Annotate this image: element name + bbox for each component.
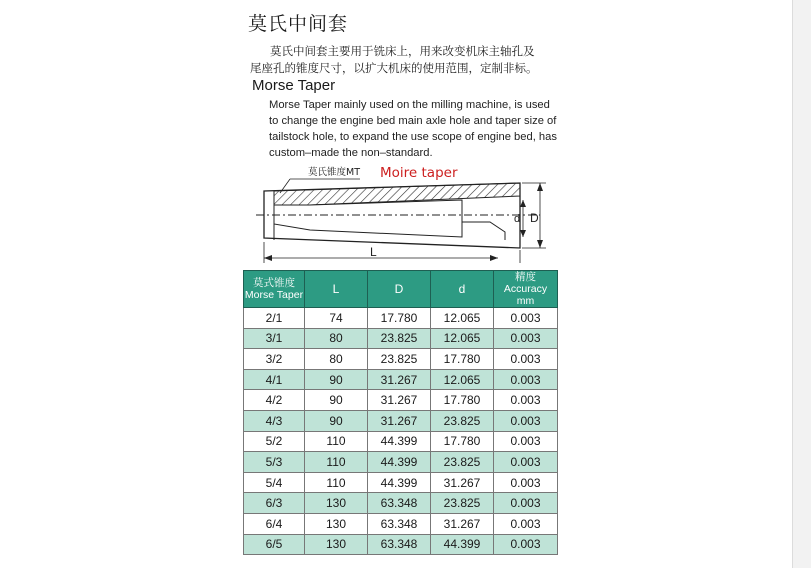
table-cell: 0.003 [494,308,558,329]
table-cell: 5/3 [244,452,305,473]
table-cell: 90 [305,410,368,431]
table-cell: 0.003 [494,390,558,411]
table-cell: 80 [305,349,368,370]
table-cell: 3/1 [244,328,305,349]
table-cell: 6/3 [244,493,305,514]
header-d: d [431,271,494,308]
table-cell: 110 [305,452,368,473]
table-cell: 17.780 [431,349,494,370]
header-morse-taper [244,271,305,308]
table-cell: 6/4 [244,513,305,534]
dim-D-label: D [530,211,539,225]
table-header-row [244,271,558,308]
table-cell: 0.003 [494,328,558,349]
table-cell: 63.348 [368,513,431,534]
table-row [244,390,558,411]
table-cell: 0.003 [494,534,558,555]
table-cell: 0.003 [494,513,558,534]
table-cell: 63.348 [368,534,431,555]
table-cell: 90 [305,390,368,411]
table-cell: 130 [305,513,368,534]
table-cell: 0.003 [494,369,558,390]
label-mt: 莫氏锥度MT [308,167,360,178]
table-row [244,472,558,493]
table-cell: 0.003 [494,410,558,431]
table-cell: 17.780 [368,308,431,329]
table-cell: 6/5 [244,534,305,555]
table-row [244,308,558,329]
table-cell: 130 [305,534,368,555]
table-cell: 23.825 [431,410,494,431]
table-cell: 130 [305,493,368,514]
table-row [244,369,558,390]
header-accuracy-unit: mm [516,295,535,307]
header-accuracy-cn: 精度 [515,271,536,283]
table-cell: 4/2 [244,390,305,411]
table-cell: 31.267 [368,390,431,411]
table-row [244,410,558,431]
table-cell: 17.780 [431,431,494,452]
table-cell: 23.825 [431,493,494,514]
morse-taper-diagram [250,160,550,266]
dim-d-label: d [514,213,521,225]
header-morse-taper-en: Morse Taper [244,289,304,301]
table-cell: 0.003 [494,349,558,370]
table-cell: 12.065 [431,308,494,329]
table-row [244,328,558,349]
table-cell: 0.003 [494,472,558,493]
table-cell: 31.267 [431,472,494,493]
table-cell: 23.825 [368,349,431,370]
table-cell: 0.003 [494,452,558,473]
header-accuracy [494,271,558,308]
table-row [244,513,558,534]
table-cell: 0.003 [494,493,558,514]
table-cell: 0.003 [494,431,558,452]
table-cell: 44.399 [368,452,431,473]
table-row [244,349,558,370]
table-cell: 74 [305,308,368,329]
dim-L-label: L [370,245,377,259]
table-row [244,534,558,555]
table-cell: 3/2 [244,349,305,370]
table-cell: 23.825 [431,452,494,473]
description-en: Morse Taper mainly used on the milling machine, is used to change the engine bed main axle hole and taper size of tailstock hole, to expand the use scope of engine bed, has custom–made the non–standard. [269,99,557,159]
table-cell: 31.267 [431,513,494,534]
header-morse-taper-cn: 莫式锥度 [253,277,295,289]
table-cell: 44.399 [368,472,431,493]
table-cell: 17.780 [431,390,494,411]
table-cell: 44.399 [368,431,431,452]
header-L: L [305,271,368,308]
table-cell: 5/2 [244,431,305,452]
header-accuracy-en: Accuracy [503,283,548,295]
table-row [244,431,558,452]
table-cell: 63.348 [368,493,431,514]
page-title-en: Morse Taper [252,77,336,94]
table-cell: 12.065 [431,369,494,390]
description-cn: 莫氏中间套主要用于铣床上，用来改变机床主轴孔及尾座孔的锥度尺寸，以扩大机床的使用范围，定制非标。 [250,44,538,75]
table-cell: 110 [305,431,368,452]
table-cell: 80 [305,328,368,349]
table-cell: 4/3 [244,410,305,431]
table-cell: 110 [305,472,368,493]
header-D: D [368,271,431,308]
page-title-cn: 莫氏中间套 [248,13,349,35]
spec-table [243,270,558,555]
table-cell: 31.267 [368,369,431,390]
table-cell: 23.825 [368,328,431,349]
table-cell: 5/4 [244,472,305,493]
table-cell: 4/1 [244,369,305,390]
table-row [244,493,558,514]
table-row [244,452,558,473]
table-cell: 2/1 [244,308,305,329]
table-cell: 12.065 [431,328,494,349]
table-cell: 44.399 [431,534,494,555]
spec-table-wrapper [243,270,558,555]
right-edge-panel [792,0,811,568]
table-cell: 31.267 [368,410,431,431]
table-cell: 90 [305,369,368,390]
label-moire-taper: Moire taper [380,165,458,181]
